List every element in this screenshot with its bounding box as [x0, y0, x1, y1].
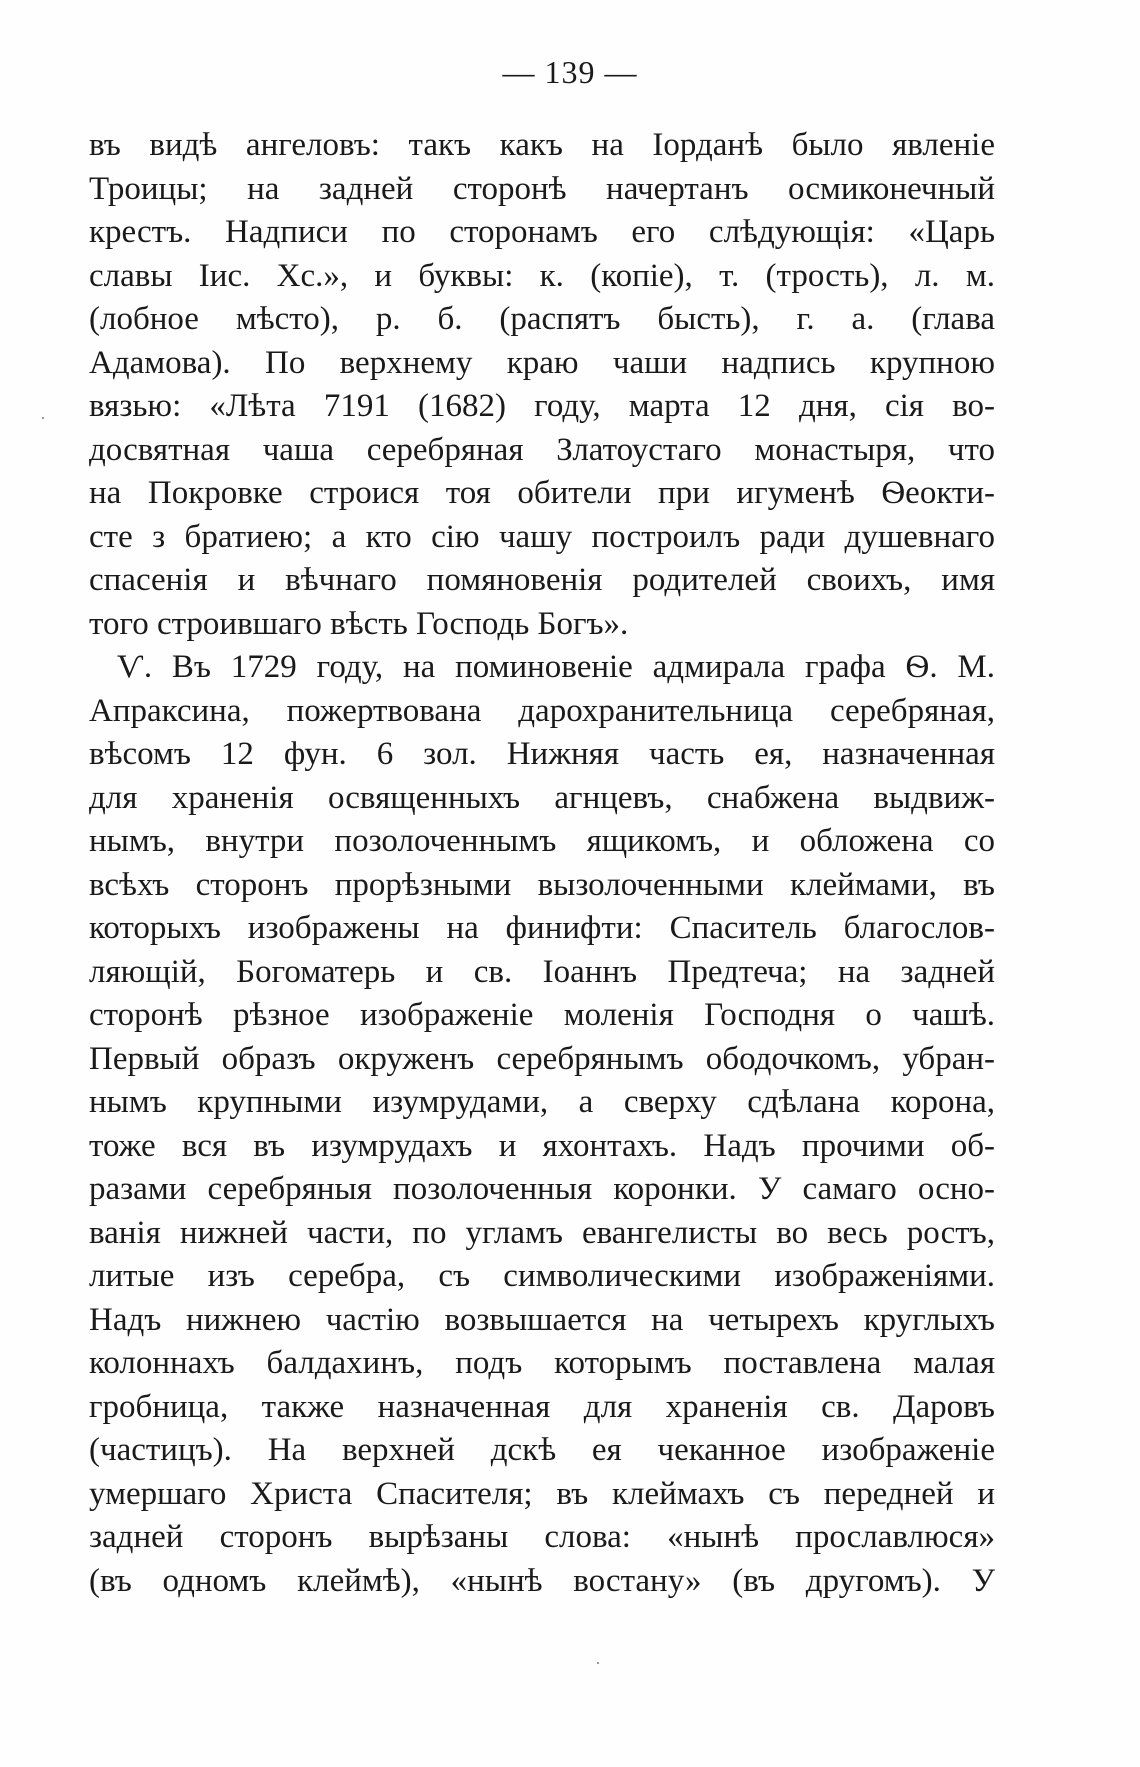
text-line: на Покровке строися тоя обители при игуменѣ Ѳеокти- — [89, 475, 995, 511]
text-line: крестъ. Надписи по сторонамъ его слѣдующія: «Царь — [89, 214, 995, 250]
text-line: сторонѣ рѣзное изображеніе моленія Господня о чашѣ. — [89, 997, 995, 1033]
text-line: (частицъ). На верхней дскѣ ея чеканное изображеніе — [89, 1432, 995, 1468]
text-line: (лобное мѣсто), р. б. (распятъ бысть), г. а. (глава — [89, 301, 995, 337]
text-line: (въ одномъ клеймѣ), «нынѣ востану» (въ другомъ). У — [89, 1562, 995, 1599]
text-line: всѣхъ сторонъ прорѣзными вызолоченными клеймами, въ — [89, 866, 995, 903]
text-line: Апраксина, пожертвована дарохранительница серебряная, — [89, 692, 995, 729]
text-line: умершаго Христа Спасителя; въ клеймахъ съ передней и — [89, 1475, 995, 1512]
text-line: спасенія и вѣчнаго помяновенія родителей своихъ, имя — [89, 562, 995, 598]
body-text — [89, 124, 995, 1603]
text-line: ванія нижней части, по угламъ евангелисты во весь ростъ, — [89, 1214, 995, 1251]
text-line: колоннахъ балдахинъ, подъ которымъ поставлена малая — [89, 1345, 995, 1381]
text-line: нымъ крупными изумрудами, а сверху сдѣлана корона, — [89, 1084, 995, 1120]
text-line: литые изъ серебра, съ символическими изображеніями. — [89, 1258, 995, 1294]
text-line: для храненія освященныхъ агнцевъ, снабжена выдвиж- — [89, 779, 995, 816]
text-line: Адамова). По верхнему краю чаши надпись крупною — [89, 344, 995, 381]
text-line: Надъ нижнею частію возвышается на четырехъ круглыхъ — [89, 1301, 995, 1338]
text-line: Первый образъ окруженъ серебрянымъ ободочкомъ, убран- — [89, 1040, 995, 1077]
text-line: тоже вся въ изумрудахъ и яхонтахъ. Надъ прочими об- — [89, 1127, 995, 1164]
text-line: нымъ, внутри позолоченнымъ ящикомъ, и обложена со — [89, 823, 995, 859]
text-line: Троицы; на задней сторонѣ начертанъ осмиконечный — [89, 170, 995, 207]
scan-speck — [42, 417, 44, 419]
scan-speck — [597, 1662, 599, 1664]
text-line: гробница, также назначенная для храненія св. Даровъ — [89, 1388, 995, 1425]
text-line: досвятная чаша серебряная Златоустаго монастыря, что — [89, 431, 995, 468]
text-line: въ видѣ ангеловъ: такъ какъ на Іорданѣ было явленіе — [89, 127, 995, 163]
page-number: — 139 — — [502, 54, 638, 90]
text-line: славы Іис. Хс.», и буквы: к. (копіе), т. (трость), л. м. — [89, 257, 995, 294]
text-line: вязью: «Лѣта 7191 (1682) году, марта 12 дня, сія во- — [89, 388, 995, 424]
text-line: Ѵ. Въ 1729 году, на поминовеніе адмирала графа Ѳ. М. — [117, 649, 995, 685]
text-line: сте з братиею; а кто сію чашу построилъ ради душевнаго — [89, 518, 995, 555]
text-line: вѣсомъ 12 фун. 6 зол. Нижняя часть ея, назначенная — [89, 736, 995, 772]
text-line: ляющій, Богоматерь и св. Іоаннъ Предтеча; на задней — [89, 953, 995, 990]
text-line: разами серебряныя позолоченныя коронки. У самаго осно- — [89, 1171, 995, 1207]
text-line: которыхъ изображены на финифти: Спаситель благослов- — [89, 910, 995, 946]
text-line: задней сторонъ вырѣзаны слова: «нынѣ прославлюся» — [89, 1519, 995, 1555]
text-line: того строившаго вѣсть Господь Богъ». — [89, 605, 629, 642]
